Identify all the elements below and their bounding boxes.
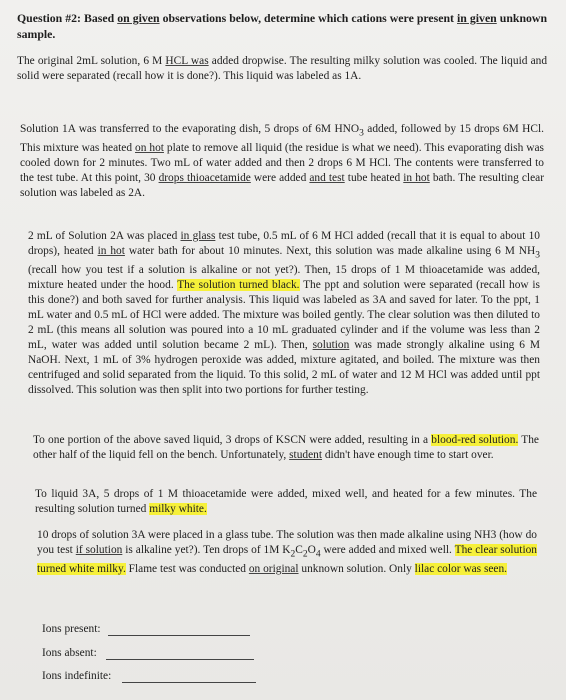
paragraph-5: To liquid 3A, 5 drops of 1 M thioacetamide were added, mixed well, and heated for a few minutes. The resulting solution turned milky white. [35, 488, 537, 515]
highlight-milky-white: milky white. [149, 503, 207, 515]
highlight-black: The solution turned black. [177, 279, 300, 292]
highlight-lilac: lilac color was seen. [414, 563, 508, 576]
ions-indefinite-label: Ions indefinite: [42, 670, 112, 682]
highlight-blood-red: blood-red solution. [431, 434, 519, 446]
paragraph-1: The original 2mL solution, 6 M HCL was added dropwise. The resulting milky solution was cooled. The liquid and solid were separated (recall how it is done?). This liquid was labeled as 1A. [17, 55, 548, 82]
ions-present-blank[interactable] [108, 635, 250, 636]
paragraph-4: To one portion of the above saved liquid, 3 drops of KSCN were added, resulting in a blood-red solution. The other half of the liquid fell on the bench. Unfortunately, student didn't have enough time to start over. [33, 434, 539, 461]
paragraph-2: Solution 1A was transferred to the evaporating dish, 5 drops of 6M $HNO_3$ added, followed by 15 drops 6M HCl. This mixture was heated on hot plate to remove all liquid (the residue is what we need). This evaporating dish was cooled down for 2 minutes. Two mL of water added and then 2 drops 6 M HCl. The contents were transferred to the test tube. At this point, 30 drops thioacetamide were added and test tube heated in hot bath. The resulting clear solution was labeled as 2A. [20, 123, 544, 200]
ions-absent-blank[interactable] [106, 659, 254, 660]
paragraph-3: 2 mL of Solution 2A was placed in glass test tube, 0.5 mL of 6 M HCl added (recall that it is equal to about 10 drops), heated in hot water bath for about 10 minutes. Next, this solution was made alkaline using 6 M $NH_3$ (recall how you test if a solution is alkaline or not yet?). Then, 15 drops of 1 M thioacetamide was added, mixture heated under the hood. The solution turned black. The ppt and solution were separated (recall how is this done?) and both saved for further analysis. This liquid was labeled as 3A and saved for later. To the ppt, 1 mL water and 0.5 mL of HCl were added. The mixture was boiled gently. The clear solution was then diluted to 2 mL (this means all solution was poured into a 10 mL graduated cylinder and if the volume was less than 2 mL, water was added until solution became 2 mL). Then, solution was made strongly alkaline using 6 M NaOH. Next, 1 mL of 3% hydrogen peroxide was added, mixture agitated, and boiled. The mixture was then centrifuged and solid separated from the liquid. To this solid, 2 mL of water and 12 M HCl was added until ppt dissolved. This solution was then split into two portions for further testing. [28, 230, 541, 397]
paragraph-6: 10 drops of solution 3A were placed in a glass tube. The solution was then made alkaline using NH3 (how do you test if solution is alkaline yet?). Ten drops of 1M $K_2C_2O_4$ were added and mixed well. The clear solution turned white milky. Flame test was conducted on original unknown solution. Only lilac color was seen. [37, 529, 538, 576]
ions-absent-label: Ions absent: [42, 647, 97, 659]
ions-indefinite-blank[interactable] [122, 682, 256, 683]
ions-present-label: Ions present: [42, 623, 101, 635]
question-heading: Question #2: Based on given observations below, determine which cations were present in given unknown sample. [17, 11, 548, 41]
highlight-white-milky: The clear solution turned white milky. [37, 544, 538, 576]
